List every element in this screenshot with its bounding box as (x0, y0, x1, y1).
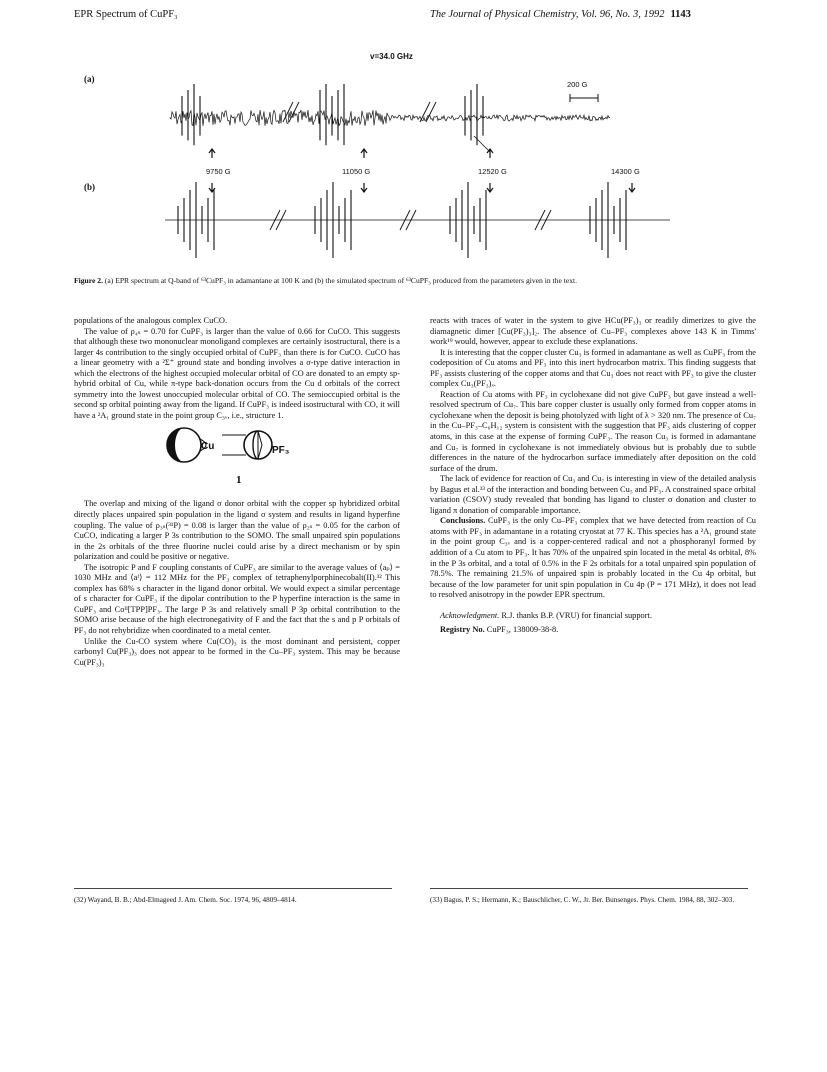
structure-number: 1 (236, 474, 242, 487)
field-label-3: 12520 G (478, 167, 507, 176)
acknowledgment-text: R.J. thanks B.P. (VRU) for financial support. (499, 610, 652, 620)
spectrum-plot (70, 40, 760, 276)
field-arrow (209, 149, 215, 158)
panel-b-label: (b) (84, 182, 95, 192)
paragraph: It is interesting that the copper cluster Cu₃ is formed in adamantane as well as CuPF₃ from the codeposition of Cu atoms and PF₃ into this inert hydrocarbon matrix. This finding suggests that PF₃ assists clustering of the copper atoms and that Cu₃ does not react with PF₃ to give the cluster complex Cu₃(PF₃)ₓ. (430, 347, 756, 389)
acknowledgment-label: Acknowledgment. (440, 610, 500, 620)
journal-citation: The Journal of Physical Chemistry, Vol. 96, No. 3, 1992 (430, 9, 665, 20)
structure-1-diagram (74, 423, 400, 495)
paragraph: The value of ρ₄ₛ = 0.70 for CuPF₃ is larger than the value of 0.66 for CuCO. This suggests that although these two mononuclear monoligand complexes are certainly isostructural, there is a larger 4s contribution to the singly occupied orbital of CuPF₃ than there is for CuCO. CuCO has a linear geometry with a ²Σ⁺ ground state and bonding involves a σ-type dative interaction in which the electrons of the highest occupied molecular orbital of CO are donated to an empty sp-hybrid orbital of Cu, while π-type back-donation occurs from the Cu d orbitals of the correct symmetry into the lowest unoccupied molecular orbital of CO. The semioccupied orbital is the second sp orbital pointing away from the ligand. If CuPF₃ is indeed isostructural with CO, it will have a ²A₁ ground state in the point group C₃ᵥ, i.e., structure 1. (74, 326, 400, 420)
conclusions-text: CuPF₃ is the only Cu–PF₃ complex that we have detected from reaction of Cu atoms with PF₃ in adamantane in a rotating cryostat at 77 K. This species has a ²A₁ ground state in the point group C₃ᵥ and is a copper-centered radical and not a phosphoranyl formed by addition of a Cu atom to PF₃. It has 70% of the unpaired spin located in the metal 4s orbital, 8% in the P 3s orbital, and a total of 0.5% in the F 2s orbitals for a total unpaired spin population of 78.5%. The remaining 21.5% of unpaired spin is probably located in the Cu 4p orbital, but because of the low parameter for unit spin population in Cu 4p (P = 171 MHz), it does not lead to resolved anisotropy in the powder EPR spectrum. (430, 516, 756, 600)
field-label-1: 9750 G (206, 167, 231, 176)
panel-a-label: (a) (84, 74, 95, 84)
paragraph: The isotropic P and F coupling constants of CuPF₃ are similar to the average values of ⟨aₚ⟩ = 1030 MHz and ⟨aᶠ⟩ = 112 MHz for the PF₃ complex of tetraphenylporphinecobalt(II).³² This complex has 68% s character in the ligand donor orbital. We would expect a similar percentage of s character for CuPF₃ if the dipolar contribution to the P hyperfine interaction is the same in CuPF₃ and Coᴵᴵ[TPP]PF₃. The large P 3s and relatively small P 3p orbital contribution to the SOMO arise because of the high electronegativity of F and the fact that the s and p P orbitals of PF₃ do not rehybridize when coordinated to a metal center. (74, 562, 400, 636)
frequency-label: v=34.0 GHz (370, 52, 413, 61)
paragraph: The overlap and mixing of the ligand σ donor orbital with the copper sp hybridized orbital directly places unpaired spin population in the ligand σ system and results in ligand hyperfine coupling. The value of ρ₃ₛ(³¹P) = 0.08 is larger than the value of ρ₂ₛ = 0.05 for the carbon of CuCO, indicating a larger P 3s contribution to the SOMO. The small unpaired spin populations in the 2s orbitals of the three fluorine nuclei could arise by a direct mechanism or by spin polarization and could be positive or negative. (74, 499, 400, 562)
paragraph: reacts with traces of water in the system to give HCu(PF₃)₃ or readily dimerizes to give the diamagnetic dimer [Cu(PF₃)₃]₂. The absence of Cu–PF₃ complexes above 143 K in Timms' work¹⁹ would, however, appear to exclude these explanations. (430, 316, 756, 347)
field-label-4: 14300 G (611, 167, 640, 176)
paragraph: Unlike the Cu-CO system where Cu(CO)₃ is the most dominant and persistent, copper carbonyl Cu(PF₃)₃ does not appear to be formed in the Cu–PF₃ system. This may be because Cu(PF₃)₃ (74, 636, 400, 667)
field-arrow (361, 149, 367, 158)
conclusions-label: Conclusions. (440, 516, 486, 526)
footnote-32: (32) Wayand, B. B.; Abd-Elmageed J. Am. Chem. Soc. 1974, 96, 4809–4814. (74, 896, 297, 904)
paragraph: The lack of evidence for reaction of Cu₃ and Cu₇ is interesting in view of the detailed analysis by Bagus et al.³³ of the interaction and bonding between Cu₅ and PF₃. A constrained space orbital variation (CSOV) study revealed that bonding has ligand to cluster σ donation and cluster to ligand π donation of comparable importance. (430, 474, 756, 515)
orbital-sketch (162, 423, 322, 495)
running-header-right (430, 9, 691, 20)
registry-label: Registry No. (440, 625, 485, 635)
field-arrow (361, 183, 367, 192)
field-arrow (487, 183, 493, 192)
conclusions-paragraph (430, 516, 756, 600)
registry-text: CuPF₃, 138009-38-8. (484, 625, 559, 635)
caption-text: (a) EPR spectrum at Q-band of ⁶³CuPF₃ in adamantane at 100 K and (b) the simulated spectrum of ⁶³CuPF₃ produced from the parameters given in the text. (102, 276, 577, 285)
caption-label: Figure 2. (74, 276, 103, 285)
epr-spectrum-figure (70, 40, 760, 302)
running-header-left: EPR Spectrum of CuPF₃ (74, 9, 178, 20)
dotted-guide (474, 136, 490, 152)
page-number: 1143 (670, 9, 691, 20)
paragraph: Reaction of Cu atoms with PF₃ in cyclohexane did not give CuPF₃ but gave instead a well-resolved spectrum of Cu₇. This bare copper cluster is usually only formed from copper atoms in cyclohexane when the deposit is being photolyzed with light of λ > 320 nm. The presence of Cu₇ in the Cu–PF₃–C₆H₁₂ system is consistent with the suggestion that PF₃ aids clustering of copper atoms, in this case at the expense of forming CuPF₃. The reason Cu₃ is formed in adamantane and Cu₇ is formed in cyclohexane is not immediately obvious but is probably due to subtle differences in the nature of the hydrocarbon surface immediately after deposition on the cold surface of the drum. (430, 389, 756, 473)
right-column (430, 316, 756, 636)
footnote-33: (33) Bagus, P. S.; Hermann, K.; Bauschlicher, C. W., Jr. Ber. Bunsenges. Phys. Chem. 1984, 88, 302–303. (430, 896, 735, 904)
spectrum-a-trace (170, 110, 610, 126)
footnote-rule (430, 888, 748, 889)
registry-paragraph (430, 625, 756, 636)
scale-bar-label: 200 G (567, 80, 588, 89)
figure-caption (74, 276, 754, 286)
field-arrow (629, 183, 635, 192)
footnote-rule (74, 888, 392, 889)
paragraph: populations of the analogous complex CuCO. (74, 316, 228, 325)
cu-label: Cu (201, 441, 215, 453)
pf3-label: PF₃ (272, 445, 290, 457)
left-column (74, 316, 400, 668)
acknowledgment-paragraph (430, 611, 756, 622)
field-label-2: 11050 G (342, 167, 371, 176)
